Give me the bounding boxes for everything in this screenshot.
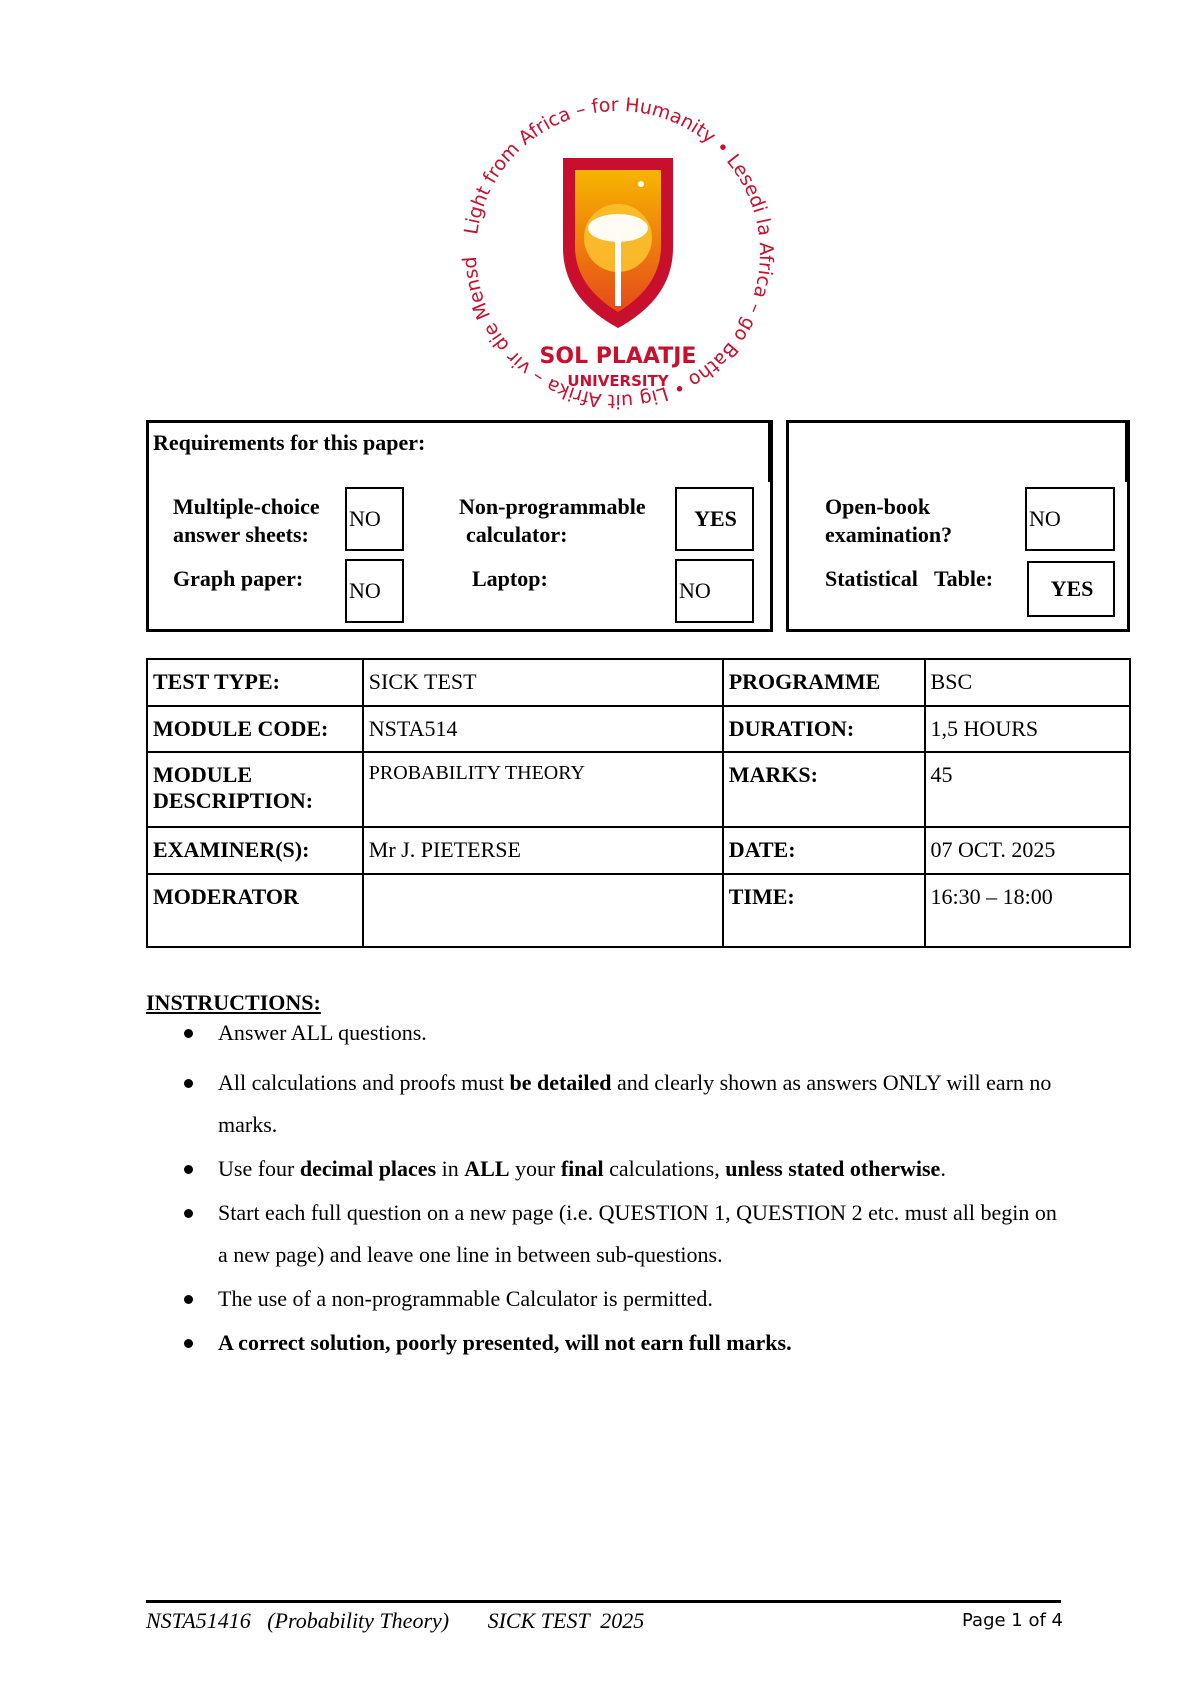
page-number: Page 1 of 4 — [962, 1610, 1063, 1631]
instructions-list — [146, 1018, 1066, 1366]
list-item: Start each full question on a new page (i.e. QUESTION 1, QUESTION 2 etc. must all begin on a new page) and leave one line in between sub-questions. — [146, 1192, 1066, 1276]
footer-divider — [146, 1600, 1061, 1603]
list-item: Use four decimal places in ALL your final calculations, unless stated otherwise. — [146, 1148, 1066, 1190]
table-key: MODULE DESCRIPTION: — [147, 752, 363, 827]
open-book-label: Open-book examination? — [825, 494, 953, 547]
table-value: SICK TEST — [363, 659, 723, 706]
table-key: TIME: — [723, 874, 925, 947]
list-item: Answer ALL questions. — [146, 1018, 1066, 1048]
graph-paper-label: Graph paper: — [173, 566, 304, 591]
list-item: The use of a non-programmable Calculator is permitted. — [146, 1278, 1066, 1320]
table-key: DURATION: — [723, 706, 925, 752]
instructions-heading: INSTRUCTIONS: — [146, 990, 321, 1015]
table-value: 07 OCT. 2025 — [925, 827, 1130, 874]
table-key: MODERATOR — [147, 874, 363, 947]
table-value: 16:30 – 18:00 — [925, 874, 1130, 947]
statistical-table-value: YES — [1027, 561, 1115, 617]
laptop-value: NO — [675, 559, 754, 623]
table-row — [147, 706, 1130, 752]
table-key: TEST TYPE: — [147, 659, 363, 706]
list-item: A correct solution, poorly presented, will not earn full marks. — [146, 1322, 1066, 1364]
laptop-label: Laptop: — [472, 566, 548, 591]
table-value: 1,5 HOURS — [925, 706, 1130, 752]
requirements-box-right — [786, 420, 1130, 632]
table-value: 45 — [925, 752, 1130, 827]
list-item: All calculations and proofs must be detailed and clearly shown as answers ONLY will earn no marks. — [146, 1062, 1066, 1146]
tree-icon — [615, 238, 621, 306]
graph-paper-value: NO — [345, 559, 404, 623]
table-value: BSC — [925, 659, 1130, 706]
logo-subname: UNIVERSITY — [567, 372, 669, 390]
table-value — [363, 874, 723, 947]
open-book-value: NO — [1025, 487, 1115, 551]
calculator-value: YES — [675, 487, 754, 551]
table-row — [147, 827, 1130, 874]
sol-plaatje-seal — [453, 88, 783, 418]
table-key: MODULE CODE: — [147, 706, 363, 752]
table-row — [147, 752, 1130, 827]
requirements-title: Requirements for this paper: — [153, 430, 426, 455]
footer-module-text: NSTA51416 (Probability Theory) SICK TEST 2025 — [146, 1608, 645, 1633]
table-row — [147, 659, 1130, 706]
table-value: Mr J. PIETERSE — [363, 827, 723, 874]
logo-ring-text: Light from Africa – for Humanity • Lesedi la Africa – go Batho • Lig uit Afrika – vir die Mensd — [458, 93, 778, 413]
logo-name: SOL PLAATJE — [539, 344, 697, 369]
university-logo — [453, 88, 783, 418]
table-value: NSTA514 — [363, 706, 723, 752]
table-value: PROBABILITY THEORY — [363, 752, 723, 827]
table-key: DATE: — [723, 827, 925, 874]
table-key: MARKS: — [723, 752, 925, 827]
table-row — [147, 874, 1130, 947]
table-key: PROGRAMME — [723, 659, 925, 706]
module-info-table — [146, 658, 1131, 948]
requirements-box — [146, 420, 773, 632]
mcq-value: NO — [345, 487, 404, 551]
table-key: EXAMINER(S): — [147, 827, 363, 874]
mcq-label: Multiple-choice answer sheets: — [173, 494, 320, 547]
calculator-label: Non-programmable calculator: — [459, 494, 646, 547]
statistical-table-label: Statistical Table: — [825, 566, 994, 591]
